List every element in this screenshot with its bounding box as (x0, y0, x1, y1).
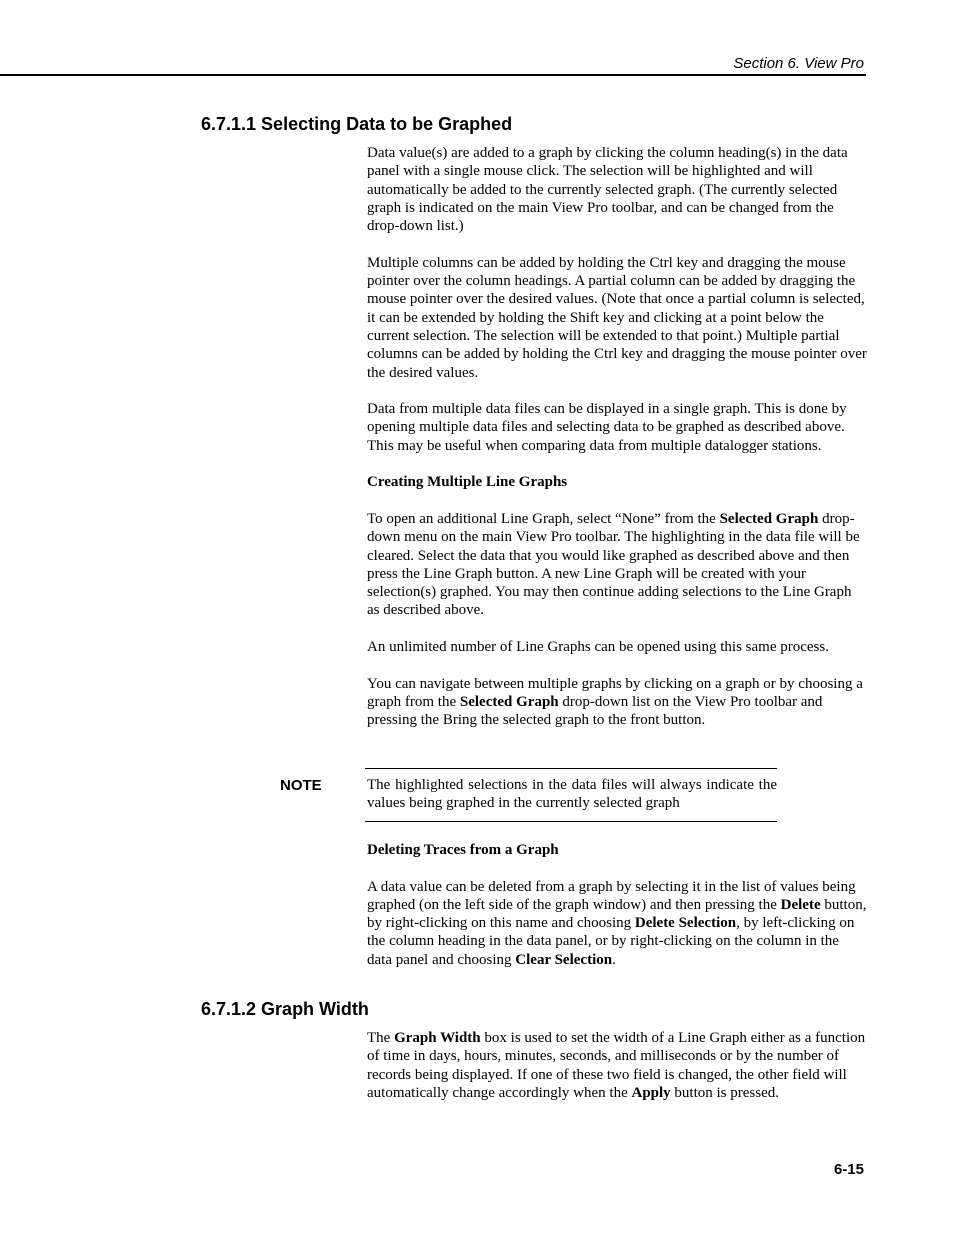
running-header: Section 6. View Pro (733, 55, 864, 72)
paragraph-open-line-graph: To open an additional Line Graph, select “None” from the Selected Graph drop-down menu on the main View Pro toolbar. The highlighting in the data file will be cleared. Select the data that you would like graphed as described above and then press the Line Graph button. A new Line Graph will be created with your selection(s) graphed. You may then continue adding selections to the Line Graph as described above. (367, 510, 860, 619)
subheading-multiple-line-graphs: Creating Multiple Line Graphs (367, 474, 568, 491)
paragraph-multiple-columns: Multiple columns can be added by holding the Ctrl key and dragging the mouse pointer over the column headings. A partial column can be added by dragging the mouse pointer over the desired values. (Note that once a partial column is selected, it can be extended by holding the Shift key and clicking at a point below the current selection. The selection will be extended to that point.) Multiple partial columns can be added by holding the Ctrl key and dragging the mouse pointer over the desired values. (367, 254, 867, 381)
section-body-graph-width (367, 1029, 867, 1102)
paragraph-adding-values: Data value(s) are added to a graph by clicking the column heading(s) in the data panel with a single mouse click. The selection will be highlighted and will automatically be added to the currently selected graph. (The currently selected graph is indicated on the main View Pro toolbar, and can be changed from the drop-down list.) (367, 145, 848, 235)
page-number: 6-15 (833, 1161, 864, 1178)
paragraph-multiple-files: Data from multiple data files can be displayed in a single graph. This is done by opening multiple data files and selecting data to be graphed as described above. This may be useful when comparing data from multiple datalogger stations. (367, 401, 847, 454)
paragraph-navigate-graphs: You can navigate between multiple graphs by clicking on a graph or by choosing a graph from the Selected Graph drop-down list on the View Pro toolbar and pressing the Bring the selected graph to the front button. (367, 675, 863, 729)
header-rule (0, 74, 866, 76)
note-text: The highlighted selections in the data files will always indicate the values being graphed in the currently selected graph (367, 777, 777, 812)
section-heading-selecting-data: 6.7.1.1 Selecting Data to be Graphed (201, 114, 513, 134)
section-heading-graph-width: 6.7.1.2 Graph Width (201, 999, 369, 1019)
paragraph-unlimited-graphs: An unlimited number of Line Graphs can be opened using this same process. (367, 639, 829, 656)
note-label: NOTE (280, 777, 322, 794)
paragraph-graph-width: The Graph Width box is used to set the width of a Line Graph either as a function of time in days, hours, minutes, seconds, and milliseconds or by the number of records being displayed. If one of these two field is changed, the other field will automatically change accordingly when the Apply button is pressed. (367, 1030, 866, 1101)
section-body-deleting-traces (367, 841, 867, 969)
section-body-selecting-data (367, 144, 867, 730)
note-box (365, 768, 777, 822)
subheading-deleting-traces: Deleting Traces from a Graph (367, 842, 559, 858)
paragraph-delete-value: A data value can be deleted from a graph by selecting it in the list of values being graphed (on the left side of the graph window) and then pressing the Delete button, by right-clicking on this name and choosing Delete Selection, by left-clicking on the column heading in the data panel, or by right-clicking on the column in the data panel and choosing Clear Selection. (367, 878, 867, 968)
